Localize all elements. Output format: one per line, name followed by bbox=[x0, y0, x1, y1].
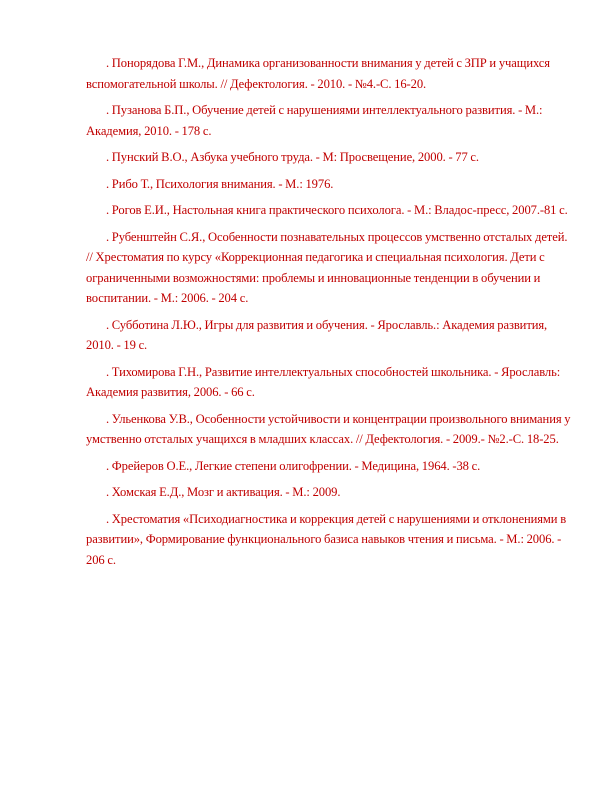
reference-list bbox=[86, 53, 576, 576]
reference-item: . Пунский В.О., Азбука учебного труда. - М: Просвещение, 2000. - 77 с. bbox=[106, 150, 479, 164]
reference-item: . Субботина Л.Ю., Игры для развития и обучения. - Ярославль.: Академия развития, 2010. - 19 с. bbox=[86, 317, 548, 352]
reference-item: . Тихомирова Г.Н., Развитие интеллектуальных способностей школьника. - Ярославль: Академия развития, 2006. - 66 с. bbox=[86, 364, 561, 399]
reference-item: . Рогов Е.И., Настольная книга практического психолога. - М.: Владос-пресс, 2007.-81 с. bbox=[106, 203, 568, 217]
reference-item: . Хрестоматия «Психодиагностика и коррекция детей с нарушениями и отклонениями в развитии», Формирование функционального базиса навыков чтения и письма. - М.: 2006. - 206 с. bbox=[86, 511, 567, 567]
reference-item: . Ульенкова У.В., Особенности устойчивости и концентрации произвольного внимания у умственно отсталых учащихся в младших классах. // Дефектология. - 2009.- №2.-С. 18-25. bbox=[86, 411, 571, 446]
reference-item: . Пузанова Б.П., Обучение детей с нарушениями интеллектуального развития. - М.: Академия, 2010. - 178 с. bbox=[86, 103, 543, 138]
reference-item: . Понорядова Г.М., Динамика организованности внимания у детей с ЗПР и учащихся вспомогательной школы. // Дефектология. - 2010. - №4.-С. 16-20. bbox=[86, 56, 550, 91]
reference-item: . Хомская Е.Д., Мозг и активация. - М.: 2009. bbox=[106, 485, 341, 499]
reference-item: . Фрейеров О.Е., Легкие степени олигофрении. - Медицина, 1964. -38 с. bbox=[106, 458, 481, 473]
reference-item: . Рибо Т., Психология внимания. - М.: 1976. bbox=[106, 176, 334, 191]
reference-item: . Рубенштейн С.Я., Особенности познавательных процессов умственно отсталых детей. // Хрестоматия по курсу «Коррекционная педагогика и специальная психология. Дети с ограниченными возможностями: проблемы и инновационные тенденции в обучении и воспитании. - М.: 2006. - 204 с. bbox=[86, 229, 568, 305]
